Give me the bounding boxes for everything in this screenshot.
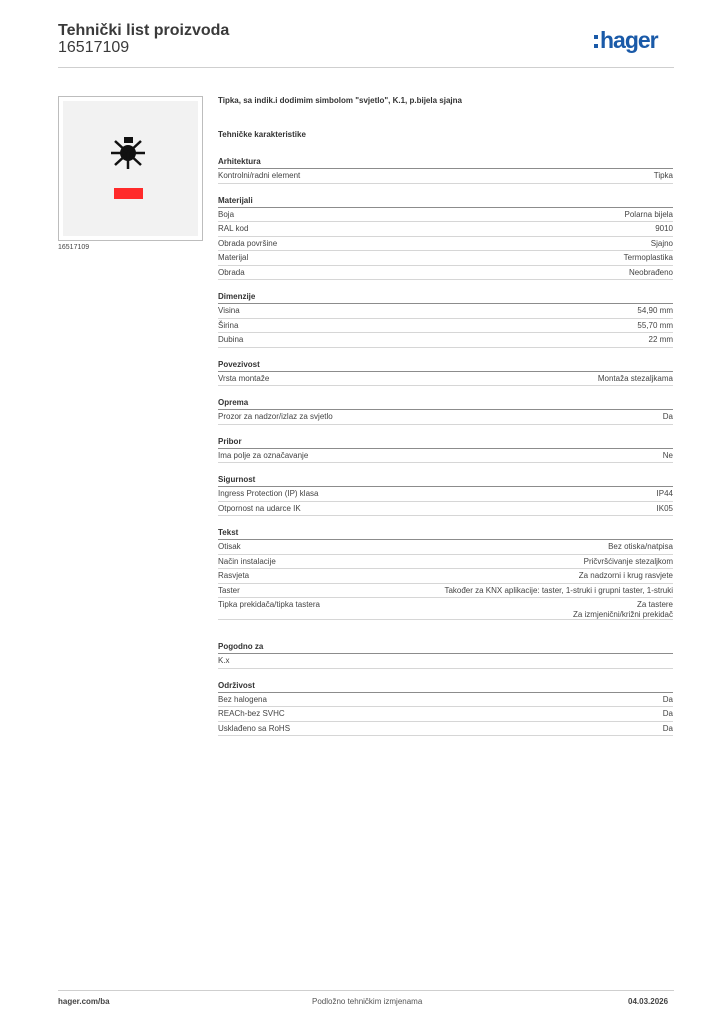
group-povezivost [218,358,673,387]
spec-label: REACh-bez SVHC [218,709,285,718]
spec-row [218,372,673,387]
spec-row [218,304,673,319]
spec-row [218,584,673,599]
spec-value: IP44 [656,489,673,498]
spec-row [218,319,673,334]
group-materijali [218,194,673,281]
group-title: Sigurnost [218,473,673,487]
spec-label: Ima polje za označavanje [218,450,309,460]
group-title: Održivost [218,679,673,693]
spec-value-line: Za izmjenični/križni prekidač [572,610,673,619]
light-symbol-icon [63,101,198,236]
group-arhitektura [218,155,673,184]
group-title: Tekst [218,526,673,540]
spec-row [218,251,673,266]
specifications-table [218,155,673,736]
group-dimenzije [218,290,673,348]
spec-value: Sjajno [650,238,673,248]
spec-row [218,707,673,722]
spec-label: Obrada površine [218,238,278,248]
spec-value: 9010 [655,224,673,233]
document-title: Tehnički list proizvoda [58,22,230,39]
group-title: Dimenzije [218,290,673,304]
spec-value: Tipka [653,171,673,180]
image-caption: 16517109 [58,244,90,251]
spec-label: Materijal [218,253,249,262]
spec-value: Da [662,709,673,718]
section-heading: Tehničke karakteristike [218,130,306,139]
footer-divider [58,990,674,991]
spec-value: Polarna bijela [624,209,673,219]
spec-row [218,237,673,252]
spec-label: Ingress Protection (IP) klasa [218,489,319,498]
group-oprema [218,396,673,425]
spec-label: Rasvjeta [218,571,250,580]
footer-website-link[interactable]: hager.com/ba [58,997,110,1006]
indicator-window [114,188,143,199]
spec-row [218,502,673,517]
spec-value: Da [662,412,673,421]
spec-value: 54,90 mm [637,306,673,315]
spec-label: Otpornost na udarce IK [218,503,301,513]
product-number: 16517109 [58,39,130,56]
spec-value: Također za KNX aplikacije: taster, 1-struki i grupni taster, 1-struki [444,585,673,595]
spec-value: 55,70 mm [637,320,673,330]
product-description: Tipka, sa indik.i dodimim simbolom "svjetlo", K.1, p.bijela sjajna [218,96,462,105]
spec-value: Montaža stezaljkama [597,373,673,383]
spec-label: Visina [218,306,240,315]
group-sigurnost [218,473,673,516]
spec-label: Otisak [218,542,241,551]
footer-date: 04.03.2026 [628,997,669,1006]
logo-dots [594,35,598,51]
spec-value [573,600,673,619]
spec-value: Neobrađeno [628,267,673,277]
spec-row [218,540,673,555]
group-title: Oprema [218,396,673,410]
spec-value: Ne [662,450,673,460]
product-image [63,101,198,236]
spec-label: Širina [218,320,239,330]
spec-row [218,169,673,184]
spec-value: 22 mm [648,335,673,344]
spec-label: Prozor za nadzor/izlaz za svjetlo [218,412,333,421]
logo-text: hager [600,27,658,53]
spec-row [218,222,673,237]
spec-label: Dubina [218,335,244,344]
spec-label: Bez halogena [218,694,267,704]
spec-row [218,654,673,669]
group-odrzivost [218,679,673,737]
spec-value: Termoplastika [623,253,673,262]
spec-value: Za nadzorni i krug rasvjete [578,571,673,580]
spec-row [218,333,673,348]
group-title: Pribor [218,435,673,449]
group-title: Pogodno za [218,640,673,654]
header-divider [58,67,674,68]
group-title: Povezivost [218,358,673,372]
spec-row [218,410,673,425]
spec-label: Način instalacije [218,556,276,566]
spec-label: Kontrolni/radni element [218,171,301,180]
footer-disclaimer: Podložno tehničkim izmjenama [312,997,423,1006]
spec-row [218,693,673,708]
group-pogodno-za [218,640,673,669]
spec-row [218,449,673,464]
hager-logo [594,28,674,54]
group-title: Arhitektura [218,155,673,169]
spec-value: Da [662,723,673,733]
spec-row [218,266,673,281]
spec-row [218,555,673,570]
spec-label: Taster [218,585,240,595]
spec-label: RAL kod [218,224,249,233]
spec-value: Pričvršćivanje stezaljkom [583,556,673,566]
spec-row [218,208,673,223]
spec-value: Bez otiska/natpisa [608,542,673,551]
spec-row [218,722,673,737]
spec-value: Da [662,694,673,704]
spec-value-line: Za tastere [636,600,673,609]
spec-value: IK05 [656,503,673,513]
spec-row [218,569,673,584]
spec-label: K.x [218,656,230,665]
spec-label: Tipka prekidača/tipka tastera [218,600,320,609]
spec-label: Obrada [218,267,245,277]
spec-label: Vrsta montaže [218,373,270,383]
group-pribor [218,435,673,464]
group-title: Materijali [218,194,673,208]
product-image-frame [58,96,203,241]
spec-label: Boja [218,209,235,219]
spec-row [218,487,673,502]
group-tekst [218,526,673,620]
spec-row [218,598,673,620]
spec-label: Usklađeno sa RoHS [218,723,291,733]
